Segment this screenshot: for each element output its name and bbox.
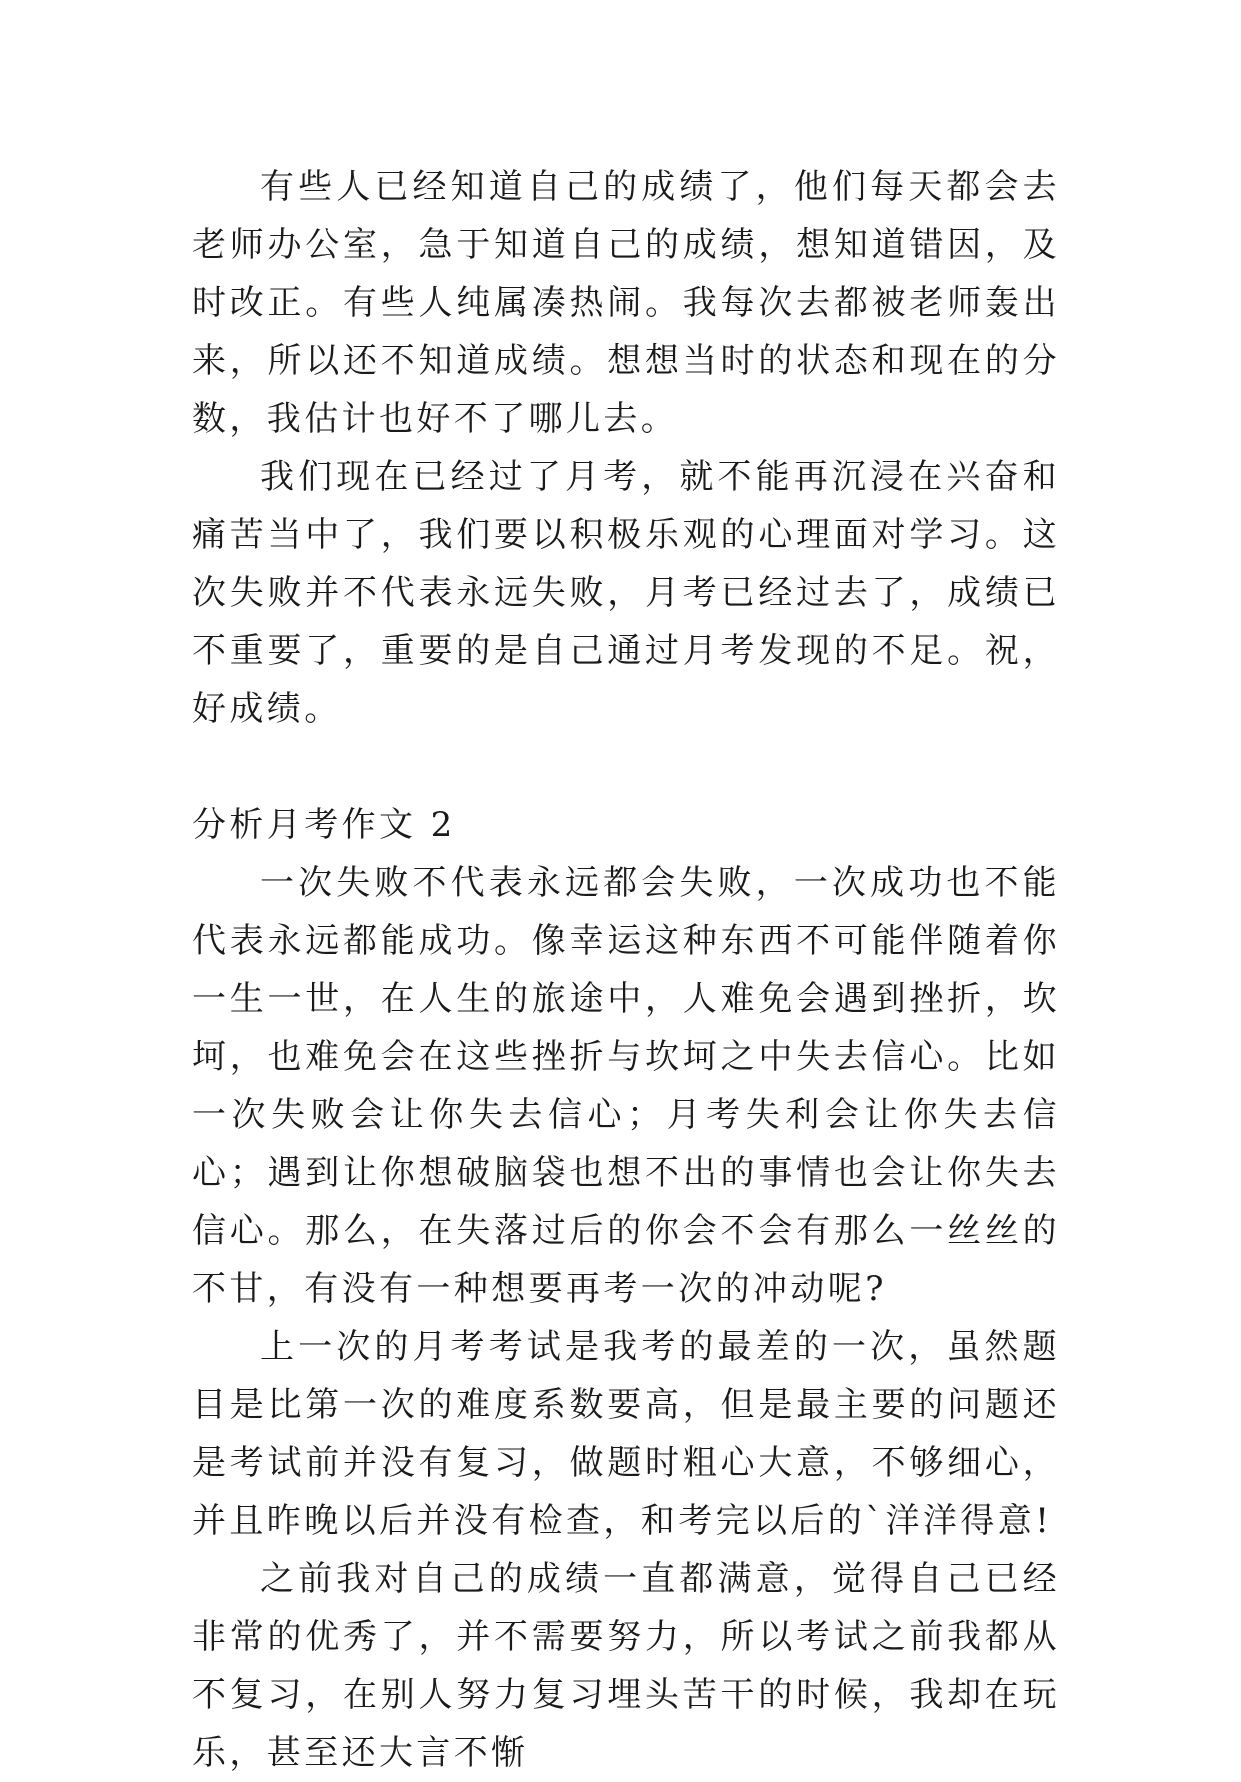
paragraph-1: 有些人已经知道自己的成绩了，他们每天都会去老师办公室，急于知道自己的成绩，想知道错因，及时改正。有些人纯属凑热闹。我每次去都被老师轰出来，所以还不知道成绩。想想当时的状态和现在的分数，我估计也好不了哪儿去。 <box>192 167 1060 439</box>
paragraph-4: 上一次的月考考试是我考的最差的一次，虽然题目是比第一次的难度系数要高，但是最主要的问题还是考试前并没有复习，做题时粗心大意，不够细心，并且昨晚以后并没有检查，和考完以后的`洋洋得意! <box>192 1327 1060 1541</box>
section-title: 分析月考作文 2 <box>192 805 456 845</box>
paragraph-3: 一次失败不代表永远都会失败，一次成功也不能代表永远都能成功。像幸运这种东西不可能伴随着你一生一世，在人生的旅途中，人难免会遇到挫折，坎坷，也难免会在这些挫折与坎坷之中失去信心。比如一次失败会让你失去信心；月考失利会让你失去信心；遇到让你想破脑袋也想不出的事情也会让你失去信心。那么，在失落过后的你会不会有那么一丝丝的不甘，有没有一种想要再考一次的冲动呢? <box>192 863 1060 1309</box>
paragraph-2: 我们现在已经过了月考，就不能再沉浸在兴奋和痛苦当中了，我们要以积极乐观的心理面对学习。这次失败并不代表永远失败，月考已经过去了，成绩已不重要了，重要的是自己通过月考发现的不足。祝，好成绩。 <box>192 457 1060 729</box>
document-body <box>192 158 1060 1782</box>
paragraph-5: 之前我对自己的成绩一直都满意，觉得自己已经非常的优秀了，并不需要努力，所以考试之前我都从不复习，在别人努力复习埋头苦干的时候，我却在玩乐，甚至还大言不惭 <box>192 1559 1060 1773</box>
